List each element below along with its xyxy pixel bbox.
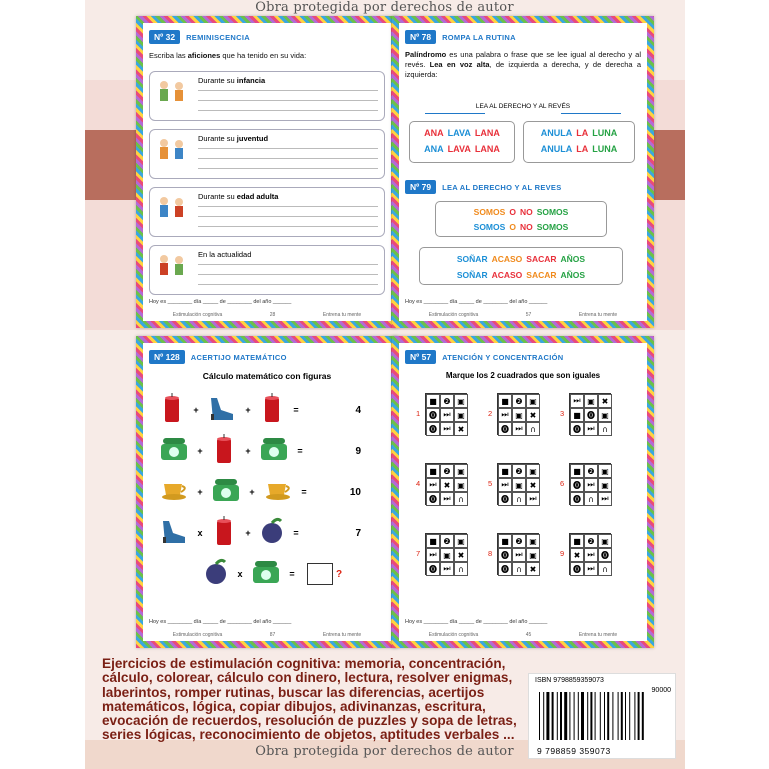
date-line: Hoy es ________ día _____ de ________ del año ______ <box>149 619 292 625</box>
date-line: Hoy es ________ día _____ de ________ del año ______ <box>405 299 548 305</box>
operator: x <box>237 569 243 579</box>
cup-icon <box>159 479 189 506</box>
answer-box[interactable] <box>307 563 333 585</box>
writing-line <box>198 90 378 91</box>
arrow-left <box>561 113 621 114</box>
candle-icon <box>211 516 237 551</box>
barcode-bar <box>574 692 575 740</box>
palindrome-word: SACAR <box>526 270 557 280</box>
memory-box <box>149 129 385 179</box>
equals-sign: = <box>293 405 299 415</box>
memory-label: Durante su edad adulta <box>198 192 279 201</box>
symbol-cell: ⏭ <box>584 478 598 492</box>
memory-label: Durante su infancia <box>198 76 266 85</box>
plum-icon <box>203 558 229 591</box>
writing-line <box>198 168 378 169</box>
palindrome-word: LA <box>576 144 589 154</box>
exercise-title-2: LEA AL DERECHO Y AL REVES <box>442 182 562 192</box>
barcode-bar <box>600 692 601 740</box>
symbol-cell: ⏭ <box>498 478 512 492</box>
symbol-cell: ▣ <box>440 548 454 562</box>
cup-icon <box>263 479 293 506</box>
barcode-bars <box>533 686 673 744</box>
acertijo-heading: Cálculo matemático con figuras <box>202 371 332 381</box>
symbol-cell: ⏭ <box>570 394 584 408</box>
palindrome-word: LANA <box>474 144 500 154</box>
palindrome-word: LUNA <box>592 128 618 138</box>
exercise-number-2: Nº 79 <box>405 180 436 194</box>
symbol-cell: ■ <box>498 464 512 478</box>
symbol-cell: ■ <box>570 408 584 422</box>
symbol-cell: ▣ <box>598 464 612 478</box>
memory-box <box>149 71 385 121</box>
symbol-cell: ⓿ <box>570 478 584 492</box>
equation-row <box>159 434 375 468</box>
symbol-cell: ⓿ <box>570 422 584 436</box>
symbol-cell: ▣ <box>526 534 540 548</box>
symbol-cell: ❷ <box>440 534 454 548</box>
symbol-cell: ∩ <box>598 422 612 436</box>
palindrome-word: LA <box>576 128 589 138</box>
symbol-cell: ∩ <box>512 492 526 506</box>
writing-line <box>198 206 378 207</box>
writing-line <box>198 216 378 217</box>
palindrome-word: SACAR <box>526 254 557 264</box>
atencion-heading: Marque los 2 cuadrados que son iguales <box>445 371 601 380</box>
symbol-cell: ⏭ <box>512 548 526 562</box>
palindrome-word: LAVA <box>447 128 471 138</box>
symbol-cell: ⏭ <box>498 408 512 422</box>
symbol-cell: ✖ <box>570 548 584 562</box>
symbol-cell: ■ <box>498 394 512 408</box>
equals-sign: = <box>289 569 295 579</box>
symbol-cell: ❷ <box>440 464 454 478</box>
symbol-cell: ⏭ <box>426 478 440 492</box>
palindrome-box-1 <box>409 121 515 163</box>
palindrome-word: ANA <box>424 128 444 138</box>
writing-line <box>198 110 378 111</box>
instructions: Palíndromo es una palabra o frase que se lee igual al derecho y al revés. Lea en voz alta, de izquierda a derecha, y de derecha a izquierda: <box>405 50 641 79</box>
barcode-bar <box>564 692 567 740</box>
symbol-cell: ⓿ <box>598 548 612 562</box>
plum-icon <box>259 517 285 550</box>
symbol-cell: ■ <box>426 534 440 548</box>
symbol-cell: ▣ <box>512 478 526 492</box>
symbol-cell: ✖ <box>454 422 468 436</box>
grid-number: 4 <box>416 479 421 488</box>
symbol-cell: ⏭ <box>426 548 440 562</box>
symbol-cell: ⓿ <box>584 408 598 422</box>
isbn-text: ISBN 9798859359073 <box>535 677 604 684</box>
operator: + <box>197 487 203 497</box>
writing-line <box>198 284 378 285</box>
symbol-cell: ∩ <box>584 492 598 506</box>
barcode-bar <box>539 692 540 740</box>
symbol-cell: ❷ <box>584 464 598 478</box>
symbol-cell: ∩ <box>454 562 468 576</box>
symbol-grid[interactable] <box>569 463 611 505</box>
symbol-cell: ▣ <box>454 408 468 422</box>
equals-sign: = <box>301 487 307 497</box>
symbol-cell: ▣ <box>598 534 612 548</box>
memory-box <box>149 245 385 295</box>
symbol-cell: ▣ <box>526 548 540 562</box>
palindrome-line <box>524 125 634 141</box>
barcode-bar <box>625 692 626 740</box>
palindrome-word: NO <box>519 222 533 232</box>
barcode-digits: 9 798859 359073 <box>537 746 611 756</box>
operator: + <box>245 446 251 456</box>
barcode-bar <box>634 692 635 740</box>
equation-result: 9 <box>355 445 361 457</box>
symbol-cell: ⏭ <box>598 492 612 506</box>
symbol-cell: ❷ <box>512 394 526 408</box>
equation-row-question <box>159 557 375 591</box>
equation-row <box>159 516 375 550</box>
barcode-bar <box>642 692 644 740</box>
symbol-grid[interactable] <box>569 393 611 435</box>
grid-number: 8 <box>488 549 493 558</box>
palindrome-word: ACASO <box>491 254 523 264</box>
barcode-bar <box>543 692 544 740</box>
palindrome-word: LUNA <box>592 144 618 154</box>
memory-box <box>149 187 385 237</box>
symbol-cell: ■ <box>426 394 440 408</box>
symbol-cell: ⓿ <box>426 408 440 422</box>
exercise-title: REMINISCENCIA <box>186 32 250 42</box>
symbol-cell: ■ <box>570 464 584 478</box>
question-mark: ? <box>336 568 343 580</box>
exercise-title: ACERTIJO MATEMÁTICO <box>190 352 287 362</box>
symbol-cell: ⓿ <box>498 548 512 562</box>
palindrome-line <box>420 267 622 283</box>
date-line: Hoy es ________ día _____ de ________ del año ______ <box>405 619 548 625</box>
palindrome-word: SOÑAR <box>456 254 488 264</box>
exercise-number: Nº 57 <box>405 350 436 364</box>
page-footer: Estimulación cognitiva 57 Entrena tu mente <box>428 312 618 318</box>
symbol-cell: ✖ <box>440 478 454 492</box>
page-header <box>405 29 641 45</box>
candle-icon <box>259 393 285 428</box>
symbol-cell: ▣ <box>598 478 612 492</box>
symbol-cell: ✖ <box>454 548 468 562</box>
barcode-bar <box>607 692 609 740</box>
symbol-cell: ⓿ <box>498 422 512 436</box>
memory-label: Durante su juventud <box>198 134 269 143</box>
page-footer: Estimulación cognitiva 28 Entrena tu mente <box>172 312 362 318</box>
barcode-bar <box>590 692 592 740</box>
instructions: Escriba las aficiones que ha tenido en su vida: <box>149 51 307 60</box>
operator: x <box>197 528 203 538</box>
date-line: Hoy es ________ día _____ de ________ del año ______ <box>149 299 292 305</box>
symbol-cell: ⏭ <box>440 492 454 506</box>
page-footer: Estimulación cognitiva 45 Entrena tu mente <box>428 632 618 638</box>
grid-number: 5 <box>488 479 493 488</box>
symbol-cell: ❷ <box>440 394 454 408</box>
palindrome-word: SOMOS <box>536 222 569 232</box>
writing-line <box>198 148 378 149</box>
operator: + <box>193 405 199 415</box>
barcode-bar <box>578 692 579 740</box>
writing-line <box>198 274 378 275</box>
symbol-cell: ❷ <box>584 534 598 548</box>
symbol-cell: ▣ <box>598 408 612 422</box>
exercise-title: ROMPA LA RUTINA <box>442 32 516 42</box>
candle-icon <box>211 434 237 469</box>
symbol-cell: ▣ <box>454 464 468 478</box>
symbol-cell: ⓿ <box>570 492 584 506</box>
symbol-cell: ∩ <box>526 422 540 436</box>
symbol-cell: ⓿ <box>498 492 512 506</box>
palindrome-word: O <box>509 222 516 232</box>
symbol-cell: ✖ <box>526 478 540 492</box>
symbol-cell: ■ <box>498 534 512 548</box>
people-illustration-icon <box>155 136 191 162</box>
equation-row <box>159 475 375 509</box>
palindrome-word: SOMOS <box>536 207 569 217</box>
symbol-cell: ▣ <box>526 464 540 478</box>
watermark-top: Obra protegida por derechos de autor <box>255 0 514 15</box>
palindrome-line <box>420 251 622 267</box>
barcode-bar <box>612 692 613 740</box>
symbol-cell: ∩ <box>454 492 468 506</box>
price-code: 90000 <box>651 687 671 694</box>
barcode-bar <box>557 692 558 740</box>
phone-icon <box>259 436 289 467</box>
palindrome-box-4 <box>419 247 623 285</box>
symbol-cell: ■ <box>570 534 584 548</box>
palindrome-line <box>436 205 606 220</box>
symbol-cell: ✖ <box>526 562 540 576</box>
palindrome-word: ACASO <box>491 270 523 280</box>
palindrome-word: AÑOS <box>560 270 586 280</box>
exercise-number: Nº 32 <box>149 30 180 44</box>
symbol-grid[interactable] <box>425 463 467 505</box>
palindrome-word: SOÑAR <box>456 270 488 280</box>
palindrome-line <box>436 220 606 235</box>
writing-line <box>198 226 378 227</box>
symbol-cell: ▣ <box>454 478 468 492</box>
writing-line <box>198 264 378 265</box>
symbol-grid[interactable] <box>569 533 611 575</box>
operator: + <box>197 446 203 456</box>
symbol-cell: ⏭ <box>526 492 540 506</box>
writing-line <box>198 100 378 101</box>
memory-label: En la actualidad <box>198 250 252 259</box>
exercise-title: ATENCIÓN Y CONCENTRACIÓN <box>442 352 564 362</box>
barcode-bar <box>581 692 584 740</box>
page-header <box>405 349 641 365</box>
equation-result: 4 <box>355 404 361 416</box>
barcode-bar <box>604 692 605 740</box>
equation-row <box>159 393 375 427</box>
phone-icon <box>211 477 241 508</box>
barcode-bar <box>621 692 623 740</box>
symbol-cell: ▣ <box>454 534 468 548</box>
grid-number: 9 <box>560 549 565 558</box>
people-illustration-icon <box>155 78 191 104</box>
palindrome-word: LANA <box>474 128 500 138</box>
symbol-cell: ⏭ <box>440 422 454 436</box>
barcode-bar <box>618 692 619 740</box>
symbol-cell: ✖ <box>526 408 540 422</box>
symbol-grid[interactable] <box>425 533 467 575</box>
palindrome-word: ANA <box>424 144 444 154</box>
symbol-cell: ▣ <box>454 394 468 408</box>
symbol-cell: ▣ <box>584 394 598 408</box>
symbol-cell: ❷ <box>512 534 526 548</box>
page-reminiscencia <box>136 16 398 328</box>
symbol-cell: ❷ <box>512 464 526 478</box>
page-footer: Estimulación cognitiva 87 Entrena tu mente <box>172 632 362 638</box>
grid-number: 7 <box>416 549 421 558</box>
page-atencion-concentracion <box>392 336 654 648</box>
phone-icon <box>159 436 189 467</box>
symbol-grid[interactable] <box>497 393 539 435</box>
symbol-cell: ⓿ <box>498 562 512 576</box>
shoe-icon <box>159 517 189 550</box>
page-header <box>149 29 385 45</box>
grid-number: 3 <box>560 409 565 418</box>
equation-result: 7 <box>355 527 361 539</box>
barcode-bar <box>629 692 630 740</box>
symbol-cell: ∩ <box>512 562 526 576</box>
arrow-right <box>425 113 485 114</box>
barcode-bar <box>546 692 549 740</box>
people-illustration-icon <box>155 252 191 278</box>
barcode-bar <box>569 692 570 740</box>
symbol-grid[interactable] <box>497 533 539 575</box>
symbol-cell: ⏭ <box>512 422 526 436</box>
phone-icon <box>251 559 281 590</box>
symbol-cell: ⏭ <box>584 548 598 562</box>
page-header <box>149 349 385 365</box>
symbol-grid[interactable] <box>497 463 539 505</box>
palindrome-box-3 <box>435 201 607 237</box>
symbol-cell: ⏭ <box>440 408 454 422</box>
grid-number: 2 <box>488 409 493 418</box>
symbol-cell: ⓿ <box>426 492 440 506</box>
barcode-bar <box>560 692 562 740</box>
symbol-cell: ⓿ <box>426 562 440 576</box>
palindrome-word: O <box>509 207 516 217</box>
palindrome-word: AÑOS <box>560 254 586 264</box>
palindrome-subtitle: LEA AL DERECHO Y AL REVÉS <box>475 103 571 110</box>
page-header-2 <box>405 179 562 195</box>
exercise-number: Nº 128 <box>149 350 185 364</box>
watermark-bottom: Obra protegida por derechos de autor <box>255 744 514 759</box>
palindrome-line <box>410 125 514 141</box>
symbol-cell: ⏭ <box>440 562 454 576</box>
palindrome-word: SOMOS <box>473 222 506 232</box>
barcode-bar <box>595 692 596 740</box>
palindrome-word: SOMOS <box>473 207 506 217</box>
symbol-cell: ▣ <box>526 394 540 408</box>
palindrome-word: ANULA <box>540 128 573 138</box>
barcode-bar <box>638 692 640 740</box>
symbol-cell: ■ <box>426 464 440 478</box>
symbol-cell: ⏭ <box>584 422 598 436</box>
writing-line <box>198 158 378 159</box>
book-description: Ejercicios de estimulación cognitiva: memoria, concentración, cálculo, colorear, cálculo con dinero, lectura, resolver enigmas, laberintos, romper rutinas, buscar las diferencias, acertijos matemáticos, lógica, copiar dibujos, adivinanzas, escritura, evocación de recuerdos, resolución de puzzles y sopa de letras, series lógicas, reconocimiento de objetos, aptitudes verbales ... <box>102 656 517 743</box>
symbol-grid[interactable] <box>425 393 467 435</box>
barcode-bar <box>552 692 554 740</box>
shoe-icon <box>207 394 237 427</box>
exercise-number: Nº 78 <box>405 30 436 44</box>
page-rompa-la-rutina <box>392 16 654 328</box>
palindrome-line <box>524 141 634 157</box>
grid-number: 6 <box>560 479 565 488</box>
operator: + <box>249 487 255 497</box>
palindrome-line <box>410 141 514 157</box>
symbol-cell: ⓿ <box>570 562 584 576</box>
symbol-cell: ∩ <box>598 562 612 576</box>
equation-result: 10 <box>349 486 361 498</box>
palindrome-box-2 <box>523 121 635 163</box>
equals-sign: = <box>293 528 299 538</box>
symbol-cell: ⏭ <box>584 562 598 576</box>
palindrome-word: NO <box>519 207 533 217</box>
page-acertijo-matematico <box>136 336 398 648</box>
symbol-cell: ✖ <box>598 394 612 408</box>
palindrome-word: ANULA <box>540 144 573 154</box>
barcode-bar <box>587 692 588 740</box>
palindrome-word: LAVA <box>447 144 471 154</box>
symbol-cell: ⓿ <box>426 422 440 436</box>
symbol-cell: ▣ <box>512 408 526 422</box>
equals-sign: = <box>297 446 303 456</box>
people-illustration-icon <box>155 194 191 220</box>
grid-number: 1 <box>416 409 421 418</box>
candle-icon <box>159 393 185 428</box>
operator: + <box>245 405 251 415</box>
operator: + <box>245 528 251 538</box>
